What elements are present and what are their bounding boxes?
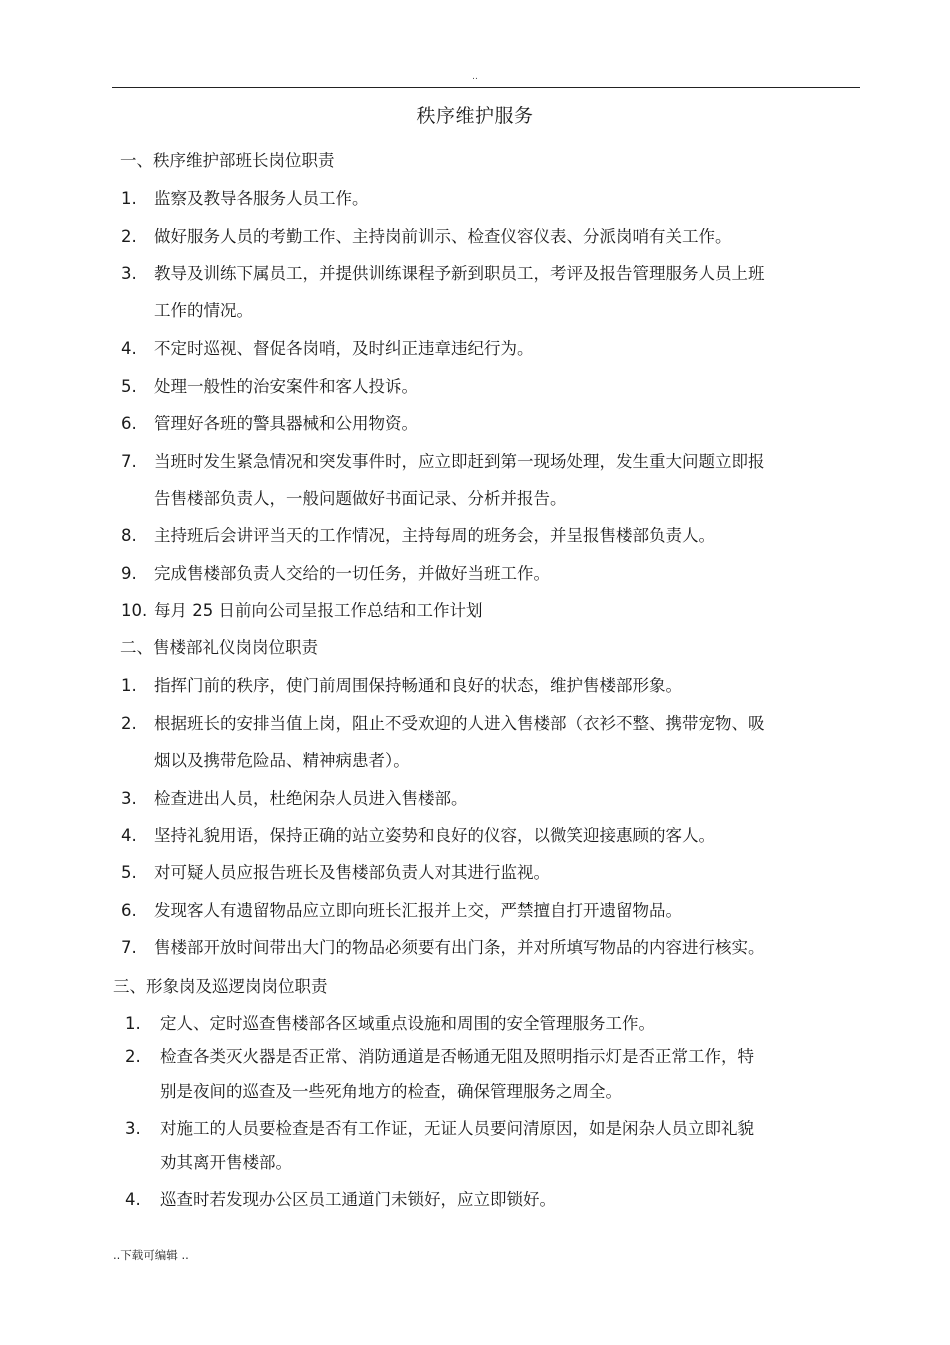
list-item-text: 不定时巡视、督促各岗哨，及时纠正违章违纪行为。 <box>154 339 534 358</box>
list-item-number: 2. <box>125 1047 141 1066</box>
page-footer: ..下载可编辑 .. <box>113 1248 189 1262</box>
list-item-number: 3. <box>121 789 137 808</box>
list-item-number: 5. <box>121 377 137 396</box>
list-item-number: 4. <box>121 826 137 845</box>
section-1-heading: 一、秩序维护部班长岗位职责 <box>120 151 335 170</box>
list-item-text: 对施工的人员要检查是否有工作证，无证人员要问清原因，如是闲杂人员立即礼貌 <box>160 1119 754 1138</box>
list-item-text: 坚持礼貌用语，保持正确的站立姿势和良好的仪容，以微笑迎接惠顾的客人。 <box>154 826 715 845</box>
header-rule <box>112 87 860 88</box>
list-item-text: 告售楼部负责人，一般问题做好书面记录、分析并报告。 <box>154 489 567 508</box>
list-item-number: 4. <box>125 1190 141 1209</box>
list-item-number: 5. <box>121 863 137 882</box>
list-item-text: 管理好各班的警具器械和公用物资。 <box>154 414 418 433</box>
list-item-text: 定人、定时巡查售楼部各区域重点设施和周围的安全管理服务工作。 <box>160 1014 655 1033</box>
list-item-text: 巡查时若发现办公区员工通道门未锁好，应立即锁好。 <box>160 1190 556 1209</box>
list-item-text: 当班时发生紧急情况和突发事件时，应立即赶到第一现场处理，发生重大问题立即报 <box>154 452 765 471</box>
list-item-number: 9. <box>121 564 137 583</box>
list-item-number: 6. <box>121 901 137 920</box>
section-2-heading: 二、售楼部礼仪岗岗位职责 <box>120 638 318 657</box>
list-item-number: 1. <box>121 189 137 208</box>
list-item-number: 10. <box>121 601 148 620</box>
list-item-text: 主持班后会讲评当天的工作情况，主持每周的班务会，并呈报售楼部负责人。 <box>154 526 715 545</box>
list-item-number: 2. <box>121 714 137 733</box>
list-item-number: 8. <box>121 526 137 545</box>
list-item-number: 7. <box>121 938 137 957</box>
list-item-text: 烟以及携带危险品、精神病患者）。 <box>154 751 410 770</box>
list-item-number: 1. <box>121 676 137 695</box>
list-item-text: 检查进出人员，杜绝闲杂人员进入售楼部。 <box>154 789 468 808</box>
list-item-number: 2. <box>121 227 137 246</box>
list-item-number: 6. <box>121 414 137 433</box>
header-mark: .. <box>472 72 478 82</box>
list-item-text: 别是夜间的巡查及一些死角地方的检查，确保管理服务之周全。 <box>160 1082 622 1101</box>
list-item-text: 劝其离开售楼部。 <box>160 1153 292 1172</box>
list-item-text: 教导及训练下属员工，并提供训练课程予新到职员工，考评及报告管理服务人员上班 <box>154 264 765 283</box>
list-item-number: 7. <box>121 452 137 471</box>
list-item-text: 发现客人有遗留物品应立即向班长汇报并上交，严禁擅自打开遗留物品。 <box>154 901 682 920</box>
list-item-text: 检查各类灭火器是否正常、消防通道是否畅通无阻及照明指示灯是否正常工作，特 <box>160 1047 754 1066</box>
list-item-number: 3. <box>121 264 137 283</box>
list-item-number: 3. <box>125 1119 141 1138</box>
page-title: 秩序维护服务 <box>416 105 534 127</box>
list-item-text: 做好服务人员的考勤工作、主持岗前训示、检查仪容仪表、分派岗哨有关工作。 <box>154 227 732 246</box>
list-item-text: 监察及教导各服务人员工作。 <box>154 189 369 208</box>
list-item-number: 4. <box>121 339 137 358</box>
list-item-number: 1. <box>125 1014 141 1033</box>
list-item-text: 售楼部开放时间带出大门的物品必须要有出门条，并对所填写物品的内容进行核实。 <box>154 938 765 957</box>
list-item-text: 完成售楼部负责人交给的一切任务，并做好当班工作。 <box>154 564 550 583</box>
list-item-text: 指挥门前的秩序，使门前周围保持畅通和良好的状态，维护售楼部形象。 <box>154 676 682 695</box>
list-item-text: 工作的情况。 <box>154 301 253 320</box>
list-item-text: 每月 25 日前向公司呈报工作总结和工作计划 <box>154 601 483 620</box>
list-item-text: 根据班长的安排当值上岗，阻止不受欢迎的人进入售楼部（衣衫不整、携带宠物、吸 <box>154 714 765 733</box>
list-item-text: 处理一般性的治安案件和客人投诉。 <box>154 377 418 396</box>
section-3-heading: 三、形象岗及巡逻岗岗位职责 <box>113 977 328 996</box>
list-item-text: 对可疑人员应报告班长及售楼部负责人对其进行监视。 <box>154 863 550 882</box>
